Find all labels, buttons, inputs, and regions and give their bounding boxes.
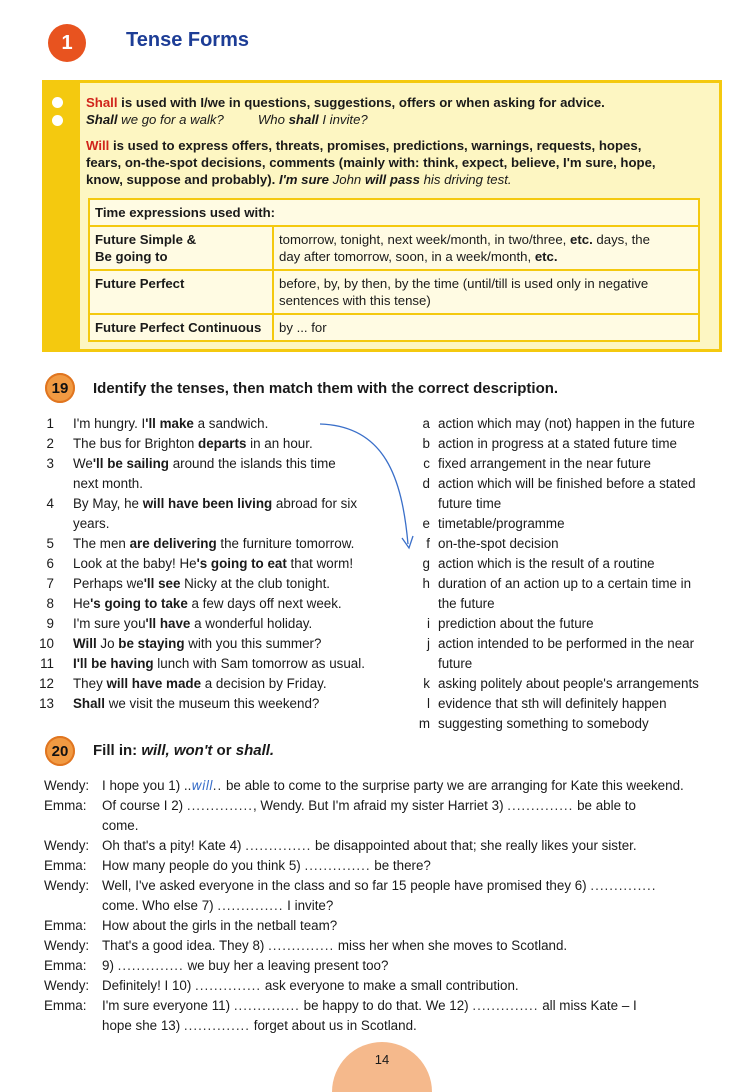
will-rule-line2: fears, on-the-spot decisions, comments (mainly with: think, expect, believe, I'm sure, hope,: [86, 155, 656, 170]
speaker: Emma:: [44, 858, 87, 873]
table-row: [89, 314, 699, 341]
table-label: Future Perfect: [89, 270, 273, 314]
blank-field[interactable]: ..............: [268, 938, 335, 953]
exercise-number-badge: 19: [45, 373, 75, 403]
blank-field[interactable]: ..............: [233, 998, 300, 1013]
speaker: Wendy:: [44, 878, 90, 893]
shall-examples: Shall we go for a walk? Who shall I invite?: [86, 112, 368, 127]
bullet-icon: [52, 97, 63, 108]
answer-text: will: [191, 779, 213, 794]
table-value: tomorrow, tonight, next week/month, in two/three, etc. days, the day after tomorrow, soon, in a week/month, etc.: [273, 226, 699, 270]
table-row: [89, 270, 699, 314]
blank-field[interactable]: ..............: [590, 878, 657, 893]
table-header: Time expressions used with:: [89, 199, 699, 226]
speaker: Wendy:: [44, 838, 90, 853]
blank-field[interactable]: ..............: [195, 978, 262, 993]
blank-field[interactable]: ..............: [217, 898, 284, 913]
speaker: Emma:: [44, 798, 87, 813]
speaker: Emma:: [44, 958, 87, 973]
exercise-number-badge: 20: [45, 736, 75, 766]
page-title: Tense Forms: [126, 29, 249, 51]
bullet-icon: [52, 115, 63, 126]
blank-field[interactable]: ..............: [186, 798, 253, 813]
table-value: before, by, by then, by the time (until/till is used only in negative sentences with this tense): [273, 270, 699, 314]
page-number-tab: [332, 1042, 432, 1092]
speaker: Wendy:: [44, 778, 90, 793]
speaker: Wendy:: [44, 938, 90, 953]
speaker: Wendy:: [44, 978, 90, 993]
speaker: Emma:: [44, 918, 87, 933]
table-label: Future Simple & Be going to: [89, 226, 273, 270]
page-number: 14: [374, 1052, 390, 1067]
blank-field[interactable]: ..............: [183, 1018, 250, 1033]
will-rule-line3: know, suppose and probably). I'm sure John will pass his driving test.: [86, 172, 512, 187]
unit-number: 1: [61, 31, 73, 54]
shall-rule: Shall is used with I/we in questions, suggestions, offers or when asking for advice.: [86, 95, 605, 110]
blank-field[interactable]: ..............: [245, 838, 312, 853]
unit-number-badge: [48, 24, 86, 62]
blank-field[interactable]: ..............: [117, 958, 184, 973]
speaker: Emma:: [44, 998, 87, 1013]
blank-field[interactable]: ..............: [472, 998, 539, 1013]
time-expressions-table: [88, 198, 700, 342]
table-row: [89, 226, 699, 270]
will-rule-line1: Will is used to express offers, threats, promises, predictions, warnings, requests, hopes,: [86, 138, 642, 153]
exercise-instruction: Identify the tenses, then match them with the correct description.: [93, 380, 559, 397]
table-value: by ... for: [273, 314, 699, 341]
blank-field[interactable]: ..............: [507, 798, 574, 813]
exercise-instruction: Fill in: will, won't or shall.: [93, 742, 275, 759]
table-label: Future Perfect Continuous: [89, 314, 273, 341]
blank-field[interactable]: ..............: [304, 858, 371, 873]
answer-arrow-icon: [290, 418, 430, 553]
table-row: [89, 199, 699, 226]
